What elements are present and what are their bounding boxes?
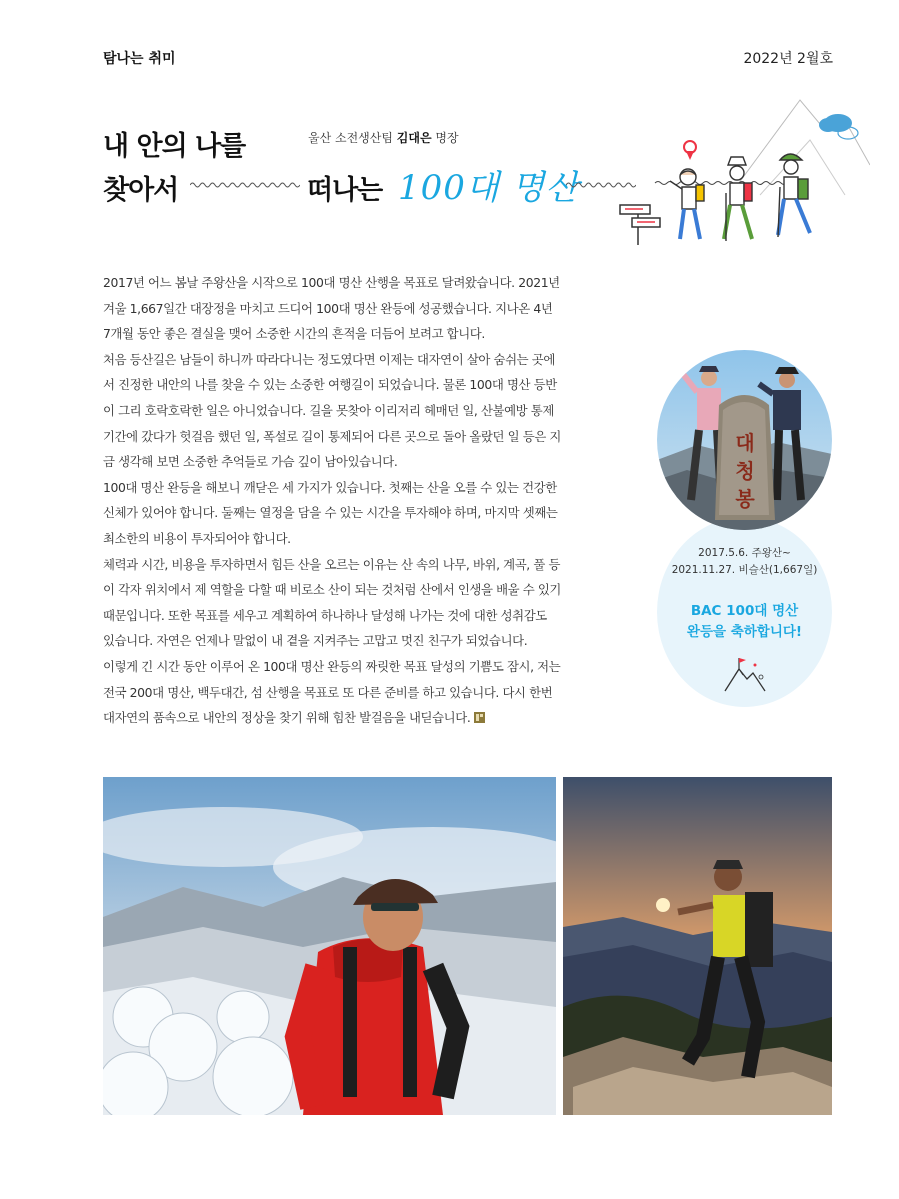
paragraph: 처음 등산길은 남들이 하니까 따라다니는 정도였다면 이제는 대자연이 살아 숨쉬는 곳에서 진정한 내안의 나를 찾을 수 있는 소중한 여행길이 되었습니다. 물론 100대 명산 등반이 그리 호락호락한 일은 아니었습니다. 길을 못찾아 이리저리 헤매던 일, 산불예방 통제기간에 갔다가 헛걸음 했던 일, 폭설로 길이 통제되어 다른 곳으로 돌아 올랐던 일 등은 지금 생각해 보면 소중한 추억들로 가슴 깊이 남아있습니다. <box>103 351 562 470</box>
congrats-line-1: BAC 100대 명산 <box>690 603 799 619</box>
hiker-snow-photo <box>103 777 556 1115</box>
byline-role: 명장 <box>435 131 459 145</box>
issue-date: 2022년 2월호 <box>743 51 833 67</box>
mountain-flag-icon <box>723 655 767 695</box>
byline-team: 울산 소전생산팀 <box>308 131 393 145</box>
title-line-2a: 찾아서 <box>103 175 179 206</box>
end-mark-icon <box>474 712 485 723</box>
paragraph: 100대 명산 완등을 해보니 깨닫은 세 가지가 있습니다. 첫째는 산을 오를 수 있는 건강한 신체가 있어야 합니다. 둘째는 열정을 담을 수 있는 시간을 투자해야 하며, 마지막 셋째는 최소한의 비용이 투자되어야 합니다. <box>103 479 558 546</box>
location-pin-icon <box>684 141 696 160</box>
byline <box>308 129 459 146</box>
article-body <box>103 270 561 731</box>
info-dates-line-1: 2017.5.6. 주왕산~ <box>698 547 791 559</box>
section-label: 탐나는 취미 <box>103 51 176 67</box>
paragraph <box>103 654 561 731</box>
stone-char-1: 대 <box>735 431 755 455</box>
signpost-icon <box>620 205 660 245</box>
hikers-illustration <box>610 85 870 250</box>
summit-photo <box>657 350 832 530</box>
cloud-icon <box>819 114 852 132</box>
hiker-figure-1 <box>670 169 704 239</box>
paragraph: 체력과 시간, 비용을 투자하면서 힘든 산을 오르는 이유는 산 속의 나무, 바위, 계곡, 풀 등이 각자 위치에서 제 역할을 다할 때 비로소 산이 되는 것처럼 산에서 인생을 배울 수 있기 때문입니다. 또한 목표를 세우고 계획하여 하나하나 달성해 나가는 것에 대한 성취감도 있습니다. 자연은 언제나 말없이 내 곁을 지켜주는 고맙고 멋진 친구가 되었습니다. <box>103 556 562 649</box>
hiker-figure-3 <box>778 154 810 237</box>
title-line-1: 내 안의 나를 <box>103 131 246 162</box>
hiker-figure-2 <box>724 157 752 241</box>
title-wave-left <box>190 180 300 190</box>
stone-char-3: 봉 <box>735 487 755 511</box>
title-accent: 100대 명산 <box>398 168 580 208</box>
hiker-sunset-photo <box>563 777 832 1115</box>
stone-char-2: 청 <box>735 459 755 483</box>
info-dates-line-2: 2021.11.27. 비슬산(1,667일) <box>671 564 818 576</box>
byline-name: 김대은 <box>396 131 432 145</box>
title-line-2b: 떠나는 <box>307 175 383 206</box>
congrats-line-2: 완등을 축하합니다! <box>686 624 803 640</box>
summit-info-circle <box>657 517 832 707</box>
paragraph: 2017년 어느 봄날 주왕산을 시작으로 100대 명산 산행을 목표로 달려왔습니다. 2021년 겨울 1,667일간 대장정을 마치고 드디어 100대 명산 완등에 성공했습니다. 지나온 4년 7개월 동안 좋은 결실을 맺어 소중한 시간의 흔적을 더듬어 보려고 합니다. <box>103 275 560 342</box>
paragraph-text: 이렇게 긴 시간 동안 이루어 온 100대 명산 완등의 짜릿한 목표 달성의 기쁨도 잠시, 저는 전국 200대 명산, 백두대간, 섬 산행을 목표로 또 다른 준비를 하고 있습니다. 다시 한번 대자연의 품속으로 내안의 정상을 찾기 위해 힘찬 발걸음을 내딛습니다. <box>103 658 561 726</box>
